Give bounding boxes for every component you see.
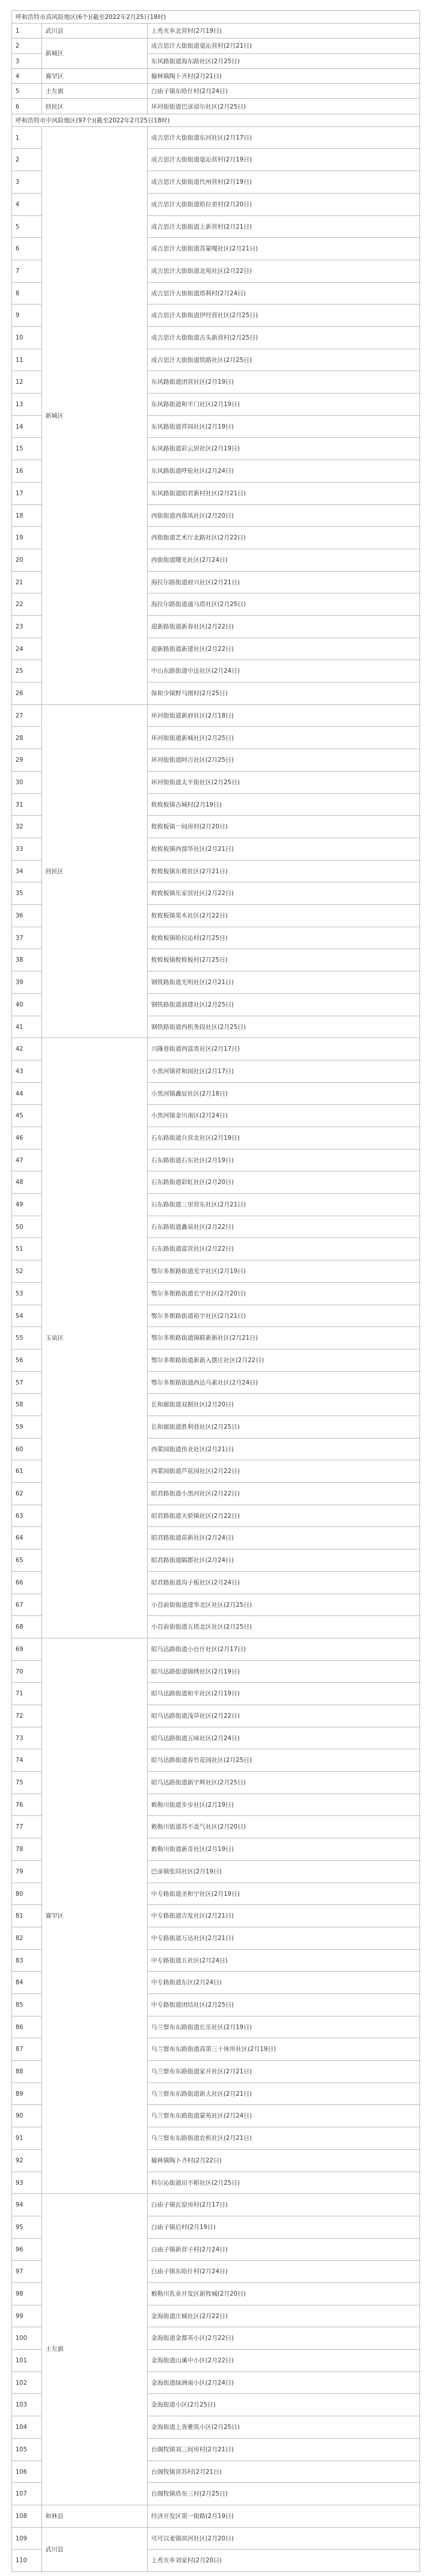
row-number: 108 — [12, 2505, 42, 2527]
row-address: 上秃亥乡刘家村(2月20日) — [148, 2550, 420, 2571]
table-title: 呼和浩特市中风险地区(97个)(截至2022年2月25日18时) — [12, 114, 420, 126]
row-number: 62 — [12, 1483, 42, 1505]
row-address: 西街街道西落凤社区(2月20日) — [148, 505, 420, 527]
district-cell: 赛罕区 — [42, 1638, 148, 2194]
row-number: 66 — [12, 1572, 42, 1594]
row-number: 67 — [12, 1594, 42, 1616]
row-number: 95 — [12, 2216, 42, 2238]
row-address: 白庙子镇后村(2月19日) — [148, 2216, 420, 2238]
row-address: 台阁牧镇塔布三村(2月25日) — [148, 2483, 420, 2505]
row-address: 成吉思汗大街街道哈拉更村(2月20日) — [148, 194, 420, 215]
row-number: 17 — [12, 483, 42, 504]
row-number: 82 — [12, 1927, 42, 1949]
row-number: 10 — [12, 327, 42, 349]
row-number: 1 — [12, 127, 42, 149]
row-address: 兴隆巷街道西富贵社区(2月17日) — [148, 1038, 420, 1060]
row-number: 79 — [12, 1861, 42, 1883]
row-address: 环河街街道新城社区(2月25日) — [148, 727, 420, 749]
row-address: 攸攸板镇东攸社区(2月21日) — [148, 861, 420, 882]
row-number: 86 — [12, 2016, 42, 2038]
row-address: 乌兰察布东路街道高第三十休所社区(2月19日) — [148, 2038, 420, 2060]
row-address: 成吉思汗大街街道代州营村(2月19日) — [148, 171, 420, 193]
row-number: 97 — [12, 2261, 42, 2282]
row-address: 攸攸板镇果木社区(2月22日) — [148, 905, 420, 927]
row-number: 39 — [12, 971, 42, 993]
row-address: 攸攸板镇攸攸板村(2月25日) — [148, 949, 420, 971]
row-address: 钢铁路街道光明社区(2月21日) — [148, 971, 420, 993]
row-address: 中专路街道东区(2月24日) — [148, 1972, 420, 1993]
row-number: 109 — [12, 2528, 42, 2550]
row-address: 中专路街道团结社区(2月25日) — [148, 1994, 420, 2016]
row-number: 47 — [12, 1150, 42, 1171]
row-address: 敕勒川乳业开发区新牧城(2月20日) — [148, 2283, 420, 2305]
row-address: 昭乌达路街道锦绣社区(2月19日) — [148, 1661, 420, 1683]
row-address: 石东路街道富营社区(2月22日) — [148, 1238, 420, 1260]
table-title-row — [12, 11, 420, 24]
row-number: 12 — [12, 371, 42, 393]
row-number: 55 — [12, 1327, 42, 1349]
row-address: 石东路街道彩虹社区(2月20日) — [148, 1171, 420, 1193]
row-number: 83 — [12, 1950, 42, 1972]
row-number: 60 — [12, 1439, 42, 1460]
row-address: 长和廊街道双拥社区(2月20日) — [148, 1394, 420, 1416]
row-address: 攸攸板镇乐家营社区(2月22日) — [148, 882, 420, 904]
district-cell: 新城区 — [42, 38, 148, 69]
row-address: 敕勒川街道步步社区(2月19日) — [148, 1794, 420, 1816]
row-number: 48 — [12, 1171, 42, 1193]
row-address: 乌兰察布东路街道蒙苑社区(2月24日) — [148, 2105, 420, 2127]
row-address: 成吉思汗大街街道北苑社区(2月22日) — [148, 260, 420, 282]
row-number: 63 — [12, 1505, 42, 1527]
row-number: 13 — [12, 394, 42, 415]
row-number: 75 — [12, 1772, 42, 1794]
row-address: 昭乌达路街道新宇辉社区(2月25日) — [148, 1772, 420, 1794]
row-number: 94 — [12, 2194, 42, 2216]
row-number: 103 — [12, 2394, 42, 2416]
row-address: 鄂尔多斯路街道西达乌素社区(2月24日) — [148, 1372, 420, 1394]
row-address: 石东路街道鑫泉社区(2月22日) — [148, 1216, 420, 1238]
row-address: 西街街道曙光社区(2月24日) — [148, 549, 420, 571]
district-cell: 赛罕区 — [42, 69, 148, 84]
row-address: 昭乌达路街道小台什社区(2月17日) — [148, 1638, 420, 1660]
row-number: 74 — [12, 1749, 42, 1771]
row-number: 73 — [12, 1727, 42, 1749]
row-number: 110 — [12, 2550, 42, 2571]
row-number: 26 — [12, 682, 42, 704]
row-address: 金海街道小区(2月25日) — [148, 2394, 420, 2416]
district-cell: 武川县 — [42, 24, 148, 38]
row-number: 80 — [12, 1883, 42, 1905]
row-number: 76 — [12, 1794, 42, 1816]
risk-area-table — [11, 10, 420, 2572]
row-address: 中专路街道吉发社区(2月21日) — [148, 1905, 420, 1927]
row-number: 31 — [12, 794, 42, 816]
row-address: 敕勒川街道苏不盖气社区(2月20日) — [148, 1816, 420, 1838]
district-cell: 土左旗 — [42, 84, 148, 99]
row-number: 8 — [12, 283, 42, 304]
row-address: 鄂尔多斯路街道新新入摆庄社区(2月22日) — [148, 1349, 420, 1371]
table-title: 呼和浩特市高风险地区(6个)(截至2022年2月25日18时) — [12, 11, 420, 23]
row-address: 乌兰察布东路街道长乐社区(2月19日) — [148, 2016, 420, 2038]
row-number: 2 — [12, 149, 42, 171]
row-address: 东风路街道呼伦社区(2月24日) — [148, 460, 420, 482]
row-address: 经济开发区第一街路(2月19日) — [148, 2505, 420, 2527]
row-number: 23 — [12, 616, 42, 638]
row-address: 白庙子镇瓦窑房村(2月17日) — [148, 2194, 420, 2216]
row-number: 104 — [12, 2416, 42, 2438]
row-number: 57 — [12, 1372, 42, 1394]
row-address: 成吉思汗大街街道东河社区(2月17日) — [148, 127, 420, 149]
row-number: 69 — [12, 1638, 42, 1660]
row-number: 28 — [12, 727, 42, 749]
row-number: 38 — [12, 949, 42, 971]
row-address: 巴彦镇张同社区(2月19日) — [148, 1861, 420, 1883]
row-address: 攸攸板镇古城村(2月19日) — [148, 794, 420, 816]
row-address: 中专路街道万达社区(2月21日) — [148, 1927, 420, 1949]
row-address: 环河街街道太平街社区(2月25日) — [148, 772, 420, 793]
row-number: 22 — [12, 593, 42, 615]
row-number: 1 — [12, 24, 42, 38]
row-address: 石东路街道石东社区(2月19日) — [148, 1150, 420, 1171]
table-title-row — [12, 114, 420, 127]
row-address: 科尔沁街道田不稻社区(2月25日) — [148, 2172, 420, 2194]
row-number: 107 — [12, 2483, 42, 2505]
row-number: 84 — [12, 1972, 42, 1993]
row-address: 环河街街道巴彦淖尔社区(2月25日) — [148, 99, 420, 114]
row-number: 77 — [12, 1816, 42, 1838]
district-cell: 武川县 — [42, 2528, 148, 2572]
row-address: 成吉思汗大街街道上新营村(2月21日) — [148, 216, 420, 238]
row-address: 金海街道金都英小区(2月22日) — [148, 2327, 420, 2349]
row-address: 保和少镇野马图村(2月25日) — [148, 682, 420, 704]
row-address: 白庙子镇东哈什村(2月24日) — [148, 2261, 420, 2282]
row-address: 西菜园街道伟业社区(2月21日) — [148, 1439, 420, 1460]
row-address: 小黑河镇鑫辰社区(2月18日) — [148, 1083, 420, 1105]
row-number: 59 — [12, 1416, 42, 1438]
row-address: 成吉思汗大街街道古头新营村(2月25日) — [148, 327, 420, 349]
row-address: 中山东路街道中达社区(2月24日) — [148, 660, 420, 682]
row-number: 65 — [12, 1549, 42, 1571]
row-number: 88 — [12, 2061, 42, 2083]
row-number: 91 — [12, 2127, 42, 2149]
row-number: 4 — [12, 194, 42, 215]
row-number: 35 — [12, 882, 42, 904]
row-address: 榆林镇陶卜齐村(2月22日) — [148, 2150, 420, 2172]
row-number: 5 — [12, 84, 42, 98]
row-address: 成吉思汗大街街道铁路社区(2月25日) — [148, 349, 420, 371]
row-address: 乌兰察布东路街道家开社区(2月21日) — [148, 2061, 420, 2083]
row-number: 21 — [12, 572, 42, 593]
row-number: 7 — [12, 260, 42, 282]
district-cell: 和林县 — [42, 2505, 148, 2528]
row-address: 钢铁路街道西机务段社区(2月25日) — [148, 1016, 420, 1038]
row-address: 环河街街道新府社区(2月18日) — [148, 705, 420, 727]
row-number: 93 — [12, 2172, 42, 2194]
row-number: 6 — [12, 238, 42, 260]
row-number: 24 — [12, 638, 42, 660]
row-address: 东风路街道彩云居社区(2月19日) — [148, 438, 420, 460]
row-address: 金海街道山溪中小区(2月22日) — [148, 2350, 420, 2371]
row-number: 25 — [12, 660, 42, 682]
row-number: 36 — [12, 905, 42, 927]
row-address: 昭君路街道苗新社区(2月24日) — [148, 1527, 420, 1549]
row-number: 40 — [12, 994, 42, 1016]
row-address: 昭君路街道小黑河社区(2月22日) — [148, 1483, 420, 1505]
row-address: 小召前街街道五塔北区社区(2月25日) — [148, 1616, 420, 1638]
row-number: 106 — [12, 2461, 42, 2483]
row-number: 16 — [12, 460, 42, 482]
row-address: 鄂尔多斯路街道长宁社区(2月20日) — [148, 1283, 420, 1305]
row-address: 迎新路街道新建社区(2月22日) — [148, 638, 420, 660]
row-address: 攸攸板镇西部华社区(2月21日) — [148, 838, 420, 860]
row-address: 敕勒川街道新奇社区(2月19日) — [148, 1838, 420, 1860]
row-number: 101 — [12, 2350, 42, 2371]
row-number: 9 — [12, 304, 42, 326]
row-number: 54 — [12, 1305, 42, 1327]
row-number: 70 — [12, 1661, 42, 1683]
row-address: 昭乌达路街道浅草社区(2月22日) — [148, 1705, 420, 1727]
row-number: 42 — [12, 1038, 42, 1060]
row-number: 64 — [12, 1527, 42, 1549]
row-number: 58 — [12, 1394, 42, 1416]
row-number: 30 — [12, 772, 42, 793]
row-address: 成吉思汗大街街道塔利村(2月24日) — [148, 283, 420, 304]
row-number: 19 — [12, 527, 42, 549]
row-address: 石东路街道三里营东社区(2月21日) — [148, 1194, 420, 1216]
row-address: 乌兰察布东路街道新大社区(2月21日) — [148, 2083, 420, 2105]
district-cell: 新城区 — [42, 127, 148, 705]
row-address: 乌兰察布东路街道农机社区(2月21日) — [148, 2127, 420, 2149]
row-address: 可可以麦镇滨河社区(2月20日) — [148, 2528, 420, 2550]
row-address: 昭君路街道沟子板社区(2月24日) — [148, 1572, 420, 1594]
row-address: 攸攸板镇哈拉沁村(2月25日) — [148, 927, 420, 949]
row-number: 105 — [12, 2439, 42, 2461]
row-number: 52 — [12, 1260, 42, 1282]
row-number: 29 — [12, 749, 42, 771]
row-address: 长和廊街道胜利巷社区(2月25日) — [148, 1416, 420, 1438]
row-number: 51 — [12, 1238, 42, 1260]
row-address: 昭君路街道天骄镇社区(2月22日) — [148, 1505, 420, 1527]
row-address: 昭君路街道隔都社区(2月24日) — [148, 1549, 420, 1571]
row-number: 53 — [12, 1283, 42, 1305]
row-address: 海拉尔路街道通马塔社区(2月25日) — [148, 593, 420, 615]
row-number: 81 — [12, 1905, 42, 1927]
row-number: 61 — [12, 1460, 42, 1482]
row-address: 成吉思汗大街街道毫沁营村(2月21日) — [148, 38, 420, 53]
row-number: 90 — [12, 2105, 42, 2127]
row-number: 15 — [12, 438, 42, 460]
row-number: 37 — [12, 927, 42, 949]
row-address: 榆林镇陶卜齐村(2月21日) — [148, 69, 420, 83]
row-number: 3 — [12, 54, 42, 68]
row-address: 鄂尔多斯路街道光宇社区(2月19日) — [148, 1260, 420, 1282]
row-address: 金海街道庄城社区(2月22日) — [148, 2305, 420, 2327]
row-address: 小黑河镇祥和园社区(2月17日) — [148, 1061, 420, 1082]
row-address: 钢铁路街道油建社区(2月25日) — [148, 994, 420, 1016]
row-address: 西街街道艺术厅北路社区(2月22日) — [148, 527, 420, 549]
row-number: 18 — [12, 505, 42, 527]
row-number: 4 — [12, 69, 42, 83]
row-number: 68 — [12, 1616, 42, 1638]
row-address: 东风路街道海东路社区(2月25日) — [148, 54, 420, 68]
row-number: 89 — [12, 2083, 42, 2105]
row-number: 20 — [12, 549, 42, 571]
row-number: 27 — [12, 705, 42, 727]
row-address: 昭乌达路街道五味社区(2月24日) — [148, 1727, 420, 1749]
row-address: 昭乌达路街道春竹花园社区(2月25日) — [148, 1749, 420, 1771]
row-number: 99 — [12, 2305, 42, 2327]
row-number: 87 — [12, 2038, 42, 2060]
row-address: 小黑河镇金川南区(2月24日) — [148, 1105, 420, 1127]
row-address: 东风路街道昭君新村社区(2月21日) — [148, 483, 420, 504]
row-number: 102 — [12, 2372, 42, 2394]
row-address: 东风路街道和平门社区(2月19日) — [148, 394, 420, 415]
row-address: 台阁牧镇刘三间房村(2月21日) — [148, 2439, 420, 2461]
row-number: 11 — [12, 349, 42, 371]
row-number: 50 — [12, 1216, 42, 1238]
district-cell: 玉泉区 — [42, 1038, 148, 1638]
row-address: 成吉思汗大街街道苏蒙嘎社区(2月21日) — [148, 238, 420, 260]
row-number: 41 — [12, 1016, 42, 1038]
row-number: 96 — [12, 2239, 42, 2261]
row-address: 中专路街道五社区(2月24日) — [148, 1950, 420, 1972]
row-number: 32 — [12, 816, 42, 838]
row-address: 中专路街道圣和宁社区(2月19日) — [148, 1883, 420, 1905]
row-number: 92 — [12, 2150, 42, 2172]
row-number: 3 — [12, 171, 42, 193]
row-number: 72 — [12, 1705, 42, 1727]
row-address: 白庙子镇东哈什村(2月24日) — [148, 84, 420, 98]
row-address: 昭乌达路街道和平社区(2月19日) — [148, 1683, 420, 1705]
row-number: 49 — [12, 1194, 42, 1216]
row-number: 43 — [12, 1061, 42, 1082]
row-number: 33 — [12, 838, 42, 860]
district-cell: 回民区 — [42, 99, 148, 114]
row-number: 45 — [12, 1105, 42, 1127]
row-number: 85 — [12, 1994, 42, 2016]
row-number: 56 — [12, 1349, 42, 1371]
row-address: 石东路街道兵营北社区(2月19日) — [148, 1127, 420, 1149]
row-address: 攸攸板镇一间房村(2月20日) — [148, 816, 420, 838]
row-address: 成吉思汗大街街道毫沁营村(2月19日) — [148, 149, 420, 171]
row-number: 2 — [12, 38, 42, 53]
row-address: 东风路街道团营社区(2月19日) — [148, 371, 420, 393]
district-cell: 回民区 — [42, 705, 148, 1038]
row-address: 小召前街街道建华北区社区(2月25日) — [148, 1594, 420, 1616]
row-number: 5 — [12, 216, 42, 238]
row-address: 环河街街道阿吉社区(2月25日) — [148, 749, 420, 771]
row-number: 78 — [12, 1838, 42, 1860]
row-number: 6 — [12, 99, 42, 114]
row-number: 71 — [12, 1683, 42, 1705]
row-address: 海拉尔路街道府兴社区(2月21日) — [148, 572, 420, 593]
district-cell: 土左旗 — [42, 2194, 148, 2505]
row-address: 白庙子镇新营子村(2月24日) — [148, 2239, 420, 2261]
row-address: 台阁牧镇营苏村(2月21日) — [148, 2461, 420, 2483]
row-address: 东风路街道祥园社区(2月19日) — [148, 416, 420, 438]
row-number: 14 — [12, 416, 42, 438]
row-number: 100 — [12, 2327, 42, 2349]
row-address: 金海街道绿洲南小区(2月24日) — [148, 2372, 420, 2394]
row-address: 上秃亥乡北营村(2月19日) — [148, 24, 420, 38]
row-address: 成吉思汗大街街道伊经营社区(2月25日) — [148, 304, 420, 326]
row-address: 金海街道上善雅筑小区(2月25日) — [148, 2416, 420, 2438]
row-address: 鄂尔多斯路街道锦联新新社区(2月21日) — [148, 1327, 420, 1349]
row-address: 西菜园街道芦花园社区(2月22日) — [148, 1460, 420, 1482]
row-number: 34 — [12, 861, 42, 882]
row-number: 44 — [12, 1083, 42, 1105]
row-number: 98 — [12, 2283, 42, 2305]
row-address: 迎新路街道新春社区(2月22日) — [148, 616, 420, 638]
row-address: 鄂尔多斯路街道裕宇社区(2月21日) — [148, 1305, 420, 1327]
row-number: 46 — [12, 1127, 42, 1149]
